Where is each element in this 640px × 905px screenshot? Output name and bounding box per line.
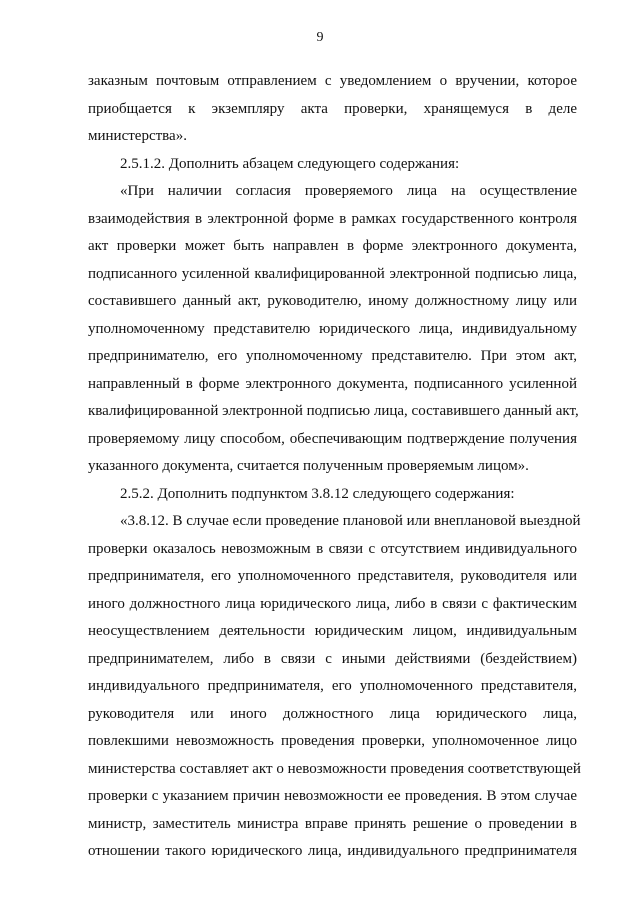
text-line: квалифицированной электронной подписью лица, составившего данный акт, — [88, 403, 579, 419]
text-line: взаимодействия в электронной форме в рамках государственного контроля — [88, 210, 577, 227]
page-number: 9 — [316, 30, 324, 45]
text-line: предпринимателем, либо в связи с иными действиями (бездействием) — [88, 650, 577, 667]
paragraph-item-2-5-1-2 — [88, 151, 577, 179]
text-line: направленный в форме электронного документа, подписанного усиленной — [88, 375, 577, 392]
paragraph-quote-3-8-12 — [88, 508, 581, 866]
text-line: руководителя или иного должностного лица юридического лица, — [88, 705, 577, 722]
text-line: подписанного усиленной квалифицированной электронной подписью лица, — [88, 265, 577, 282]
text-line: проверки оказалось невозможным в связи с отсутствием индивидуального — [88, 540, 577, 557]
text-line: предпринимателя, его уполномоченного представителя, руководителя или — [88, 568, 577, 584]
text-line: министерства». — [88, 128, 187, 144]
text-line: министерства составляет акт о невозможности проведения соответствующей — [88, 760, 581, 777]
text-line: составившего данный акт, руководителю, иному должностному лицу или — [88, 293, 577, 309]
paragraph-item-2-5-2 — [88, 481, 577, 509]
text-line: повлекшими невозможность проведения проверки, уполномоченное лицо — [88, 733, 577, 749]
text-line: 2.5.2. Дополнить подпунктом 3.8.12 следующего содержания: — [120, 485, 515, 502]
text-line: иного должностного лица юридического лица, либо в связи с фактическим — [88, 595, 577, 612]
text-line: проверяемому лицу способом, обеспечивающим подтверждение получения — [88, 430, 577, 447]
text-line: неосуществлением деятельности юридическим лицом, индивидуальным — [88, 623, 577, 639]
document-body — [88, 68, 581, 866]
text-line: «3.8.12. В случае если проведение плановой или внеплановой выездной — [120, 513, 581, 529]
paragraph-continuation — [88, 68, 577, 151]
text-line: индивидуального предпринимателя, его уполномоченного представителя, — [88, 678, 577, 694]
text-line: приобщается к экземпляру акта проверки, хранящемуся в деле — [88, 100, 577, 117]
text-line: проверки с указанием причин невозможности ее проведения. В этом случае — [88, 788, 577, 804]
paragraph-quote-electronic-act — [88, 178, 577, 481]
text-line: акт проверки может быть направлен в форме электронного документа, — [88, 238, 577, 254]
text-line: министр, заместитель министра вправе принять решение о проведении в — [88, 815, 577, 832]
text-line: отношении такого юридического лица, индивидуального предпринимателя — [88, 843, 577, 859]
text-line: «При наличии согласия проверяемого лица на осуществление — [120, 183, 577, 199]
text-line: уполномоченному представителю юридического лица, индивидуальному — [88, 320, 577, 337]
text-line: заказным почтовым отправлением с уведомлением о вручении, которое — [88, 73, 577, 89]
text-line: предпринимателю, его уполномоченному представителю. При этом акт, — [88, 348, 577, 364]
text-line: указанного документа, считается полученным проверяемым лицом». — [88, 458, 529, 474]
text-line: 2.5.1.2. Дополнить абзацем следующего содержания: — [120, 155, 460, 172]
